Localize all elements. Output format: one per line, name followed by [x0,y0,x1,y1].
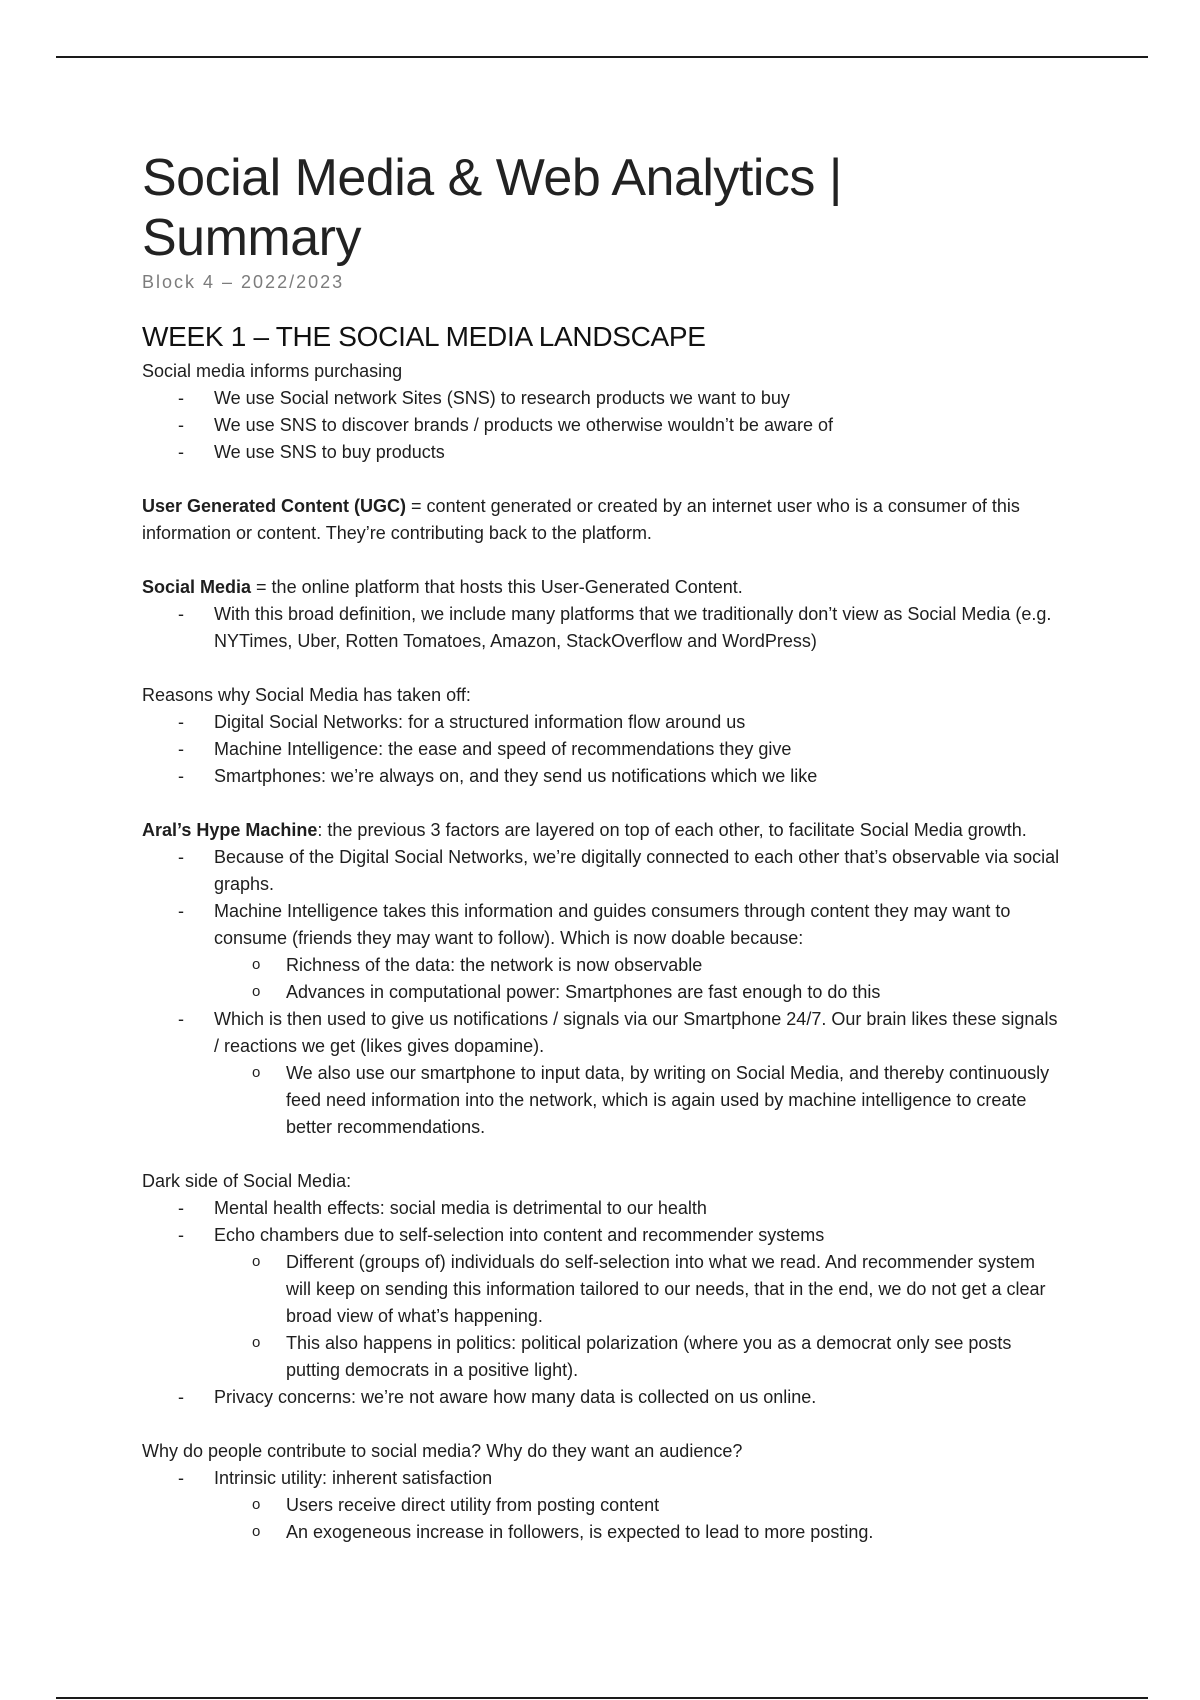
social-media-definition-text: = the online platform that hosts this User-Generated Content. [251,577,743,597]
sub-list [214,1492,1062,1546]
bottom-rule [56,1697,1148,1699]
document-title: Social Media & Web Analytics | Summary [142,149,842,267]
dark-side-intro: Dark side of Social Media: [142,1171,352,1191]
sub-list-item: o Advances in computational power: Smartphones are fast enough to do this [286,979,1062,1006]
week-1-heading: WEEK 1 – THE SOCIAL MEDIA LANDSCAPE [142,321,706,352]
sub-list [214,1060,1062,1141]
reasons-intro: Reasons why Social Media has taken off: [142,685,471,705]
ugc-definition-text: = content generated or created by an internet user who is a consumer of this information or content. They’re contributing back to the platform. [142,496,1020,543]
list-item: - Because of the Digital Social Networks, we’re digitally connected to each other that’s observable via social graphs. [214,844,1062,898]
list-item: - With this broad definition, we include many platforms that we traditionally don’t view as Social Media (e.g. NYTimes, Uber, Rotten Tomatoes, Amazon, StackOverflow and WordPress) [214,601,1062,655]
social-media-list [142,601,1062,655]
sub-list-item: o Users receive direct utility from posting content [286,1492,1062,1519]
hype-machine-list [142,844,1062,1141]
list-item-text: Machine Intelligence takes this information and guides consumers through content they may want to consume (friends they may want to follow). Which is now doable because: [214,901,1011,948]
why-contribute-list [142,1465,1062,1546]
list-item-text: Which is then used to give us notifications / signals via our Smartphone 24/7. Our brain likes these signals / reactions we get (likes gives dopamine). [214,1009,1058,1056]
sub-list-item: o We also use our smartphone to input data, by writing on Social Media, and thereby continuously feed need information into the network, which is again used by machine intelligence to create better recommendations. [286,1060,1062,1141]
ugc-term: User Generated Content (UGC) [142,496,407,516]
social-media-term: Social Media [142,577,252,597]
list-item-text: Echo chambers due to self-selection into content and recommender systems [214,1225,825,1245]
list-item [214,898,1062,1006]
hype-machine-definition [142,817,1062,844]
document-subtitle: Block 4 – 2022/2023 [142,272,345,292]
list-item: - We use Social network Sites (SNS) to research products we want to buy [214,385,1062,412]
document-body [142,148,1062,1546]
sub-list [214,952,1062,1006]
ugc-definition [142,493,1062,547]
list-item: - Privacy concerns: we’re not aware how many data is collected on us online. [214,1384,1062,1411]
dark-side-list [142,1195,1062,1411]
hype-machine-definition-text: : the previous 3 factors are layered on top of each other, to facilitate Social Media growth. [317,820,1027,840]
list-item [214,1006,1062,1141]
why-contribute-intro: Why do people contribute to social media? Why do they want an audience? [142,1441,743,1461]
social-media-definition [142,574,1062,601]
sub-list-item: o An exogeneous increase in followers, is expected to lead to more posting. [286,1519,1062,1546]
list-item [214,1222,1062,1384]
intro-list [142,385,1062,466]
sub-list [214,1249,1062,1384]
list-item: - We use SNS to discover brands / products we otherwise wouldn’t be aware of [214,412,1062,439]
intro-paragraph: Social media informs purchasing [142,361,403,381]
reasons-list [142,709,1062,790]
list-item: - Digital Social Networks: for a structured information flow around us [214,709,1062,736]
list-item: - We use SNS to buy products [214,439,1062,466]
hype-machine-term: Aral’s Hype Machine [142,820,318,840]
sub-list-item: o This also happens in politics: political polarization (where you as a democrat only see posts putting democrats in a positive light). [286,1330,1062,1384]
list-item: - Mental health effects: social media is detrimental to our health [214,1195,1062,1222]
sub-list-item: o Different (groups of) individuals do self-selection into what we read. And recommender system will keep on sending this information tailored to our needs, that in the end, we do not get a clear broad view of what’s happening. [286,1249,1062,1330]
sub-list-item: o Richness of the data: the network is now observable [286,952,1062,979]
list-item-text: Intrinsic utility: inherent satisfaction [214,1468,493,1488]
list-item: - Machine Intelligence: the ease and speed of recommendations they give [214,736,1062,763]
list-item [214,1465,1062,1546]
list-item: - Smartphones: we’re always on, and they send us notifications which we like [214,763,1062,790]
top-rule [56,56,1148,58]
